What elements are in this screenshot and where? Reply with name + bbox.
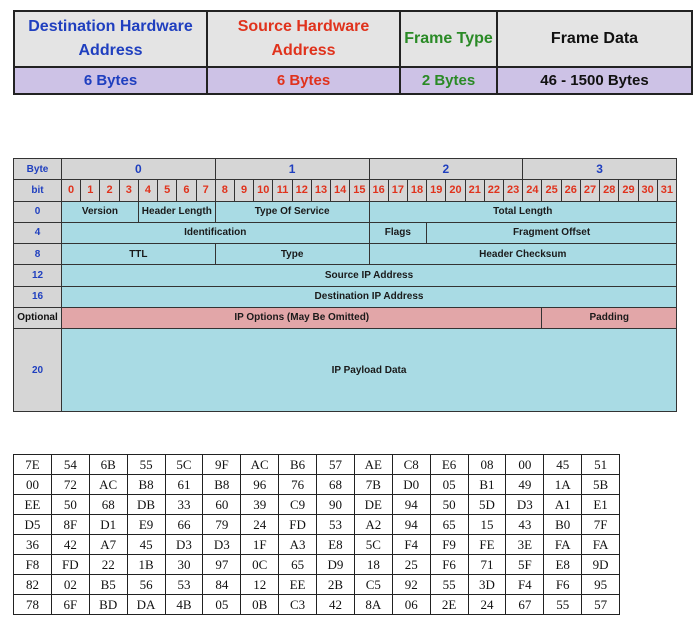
- hex-byte-cell: 00: [506, 455, 544, 475]
- ip-payload-field: IP Payload Data: [62, 329, 677, 412]
- hex-byte-cell: E8: [317, 535, 355, 555]
- hex-byte-cell: 54: [51, 455, 89, 475]
- hex-byte-cell: DA: [127, 595, 165, 615]
- hex-byte-cell: D5: [14, 515, 52, 535]
- hex-byte-cell: AE: [354, 455, 392, 475]
- bit-number-cell: 1: [81, 180, 100, 201]
- hex-byte-cell: 9D: [582, 555, 620, 575]
- hex-byte-cell: 78: [14, 595, 52, 615]
- hex-byte-cell: 65: [430, 515, 468, 535]
- hex-byte-cell: 1F: [241, 535, 279, 555]
- hex-byte-cell: 61: [165, 475, 203, 495]
- bit-header-row: [14, 180, 677, 201]
- bit-number-cell: 12: [292, 180, 311, 201]
- version-field: Version: [62, 201, 139, 222]
- hex-byte-cell: 25: [392, 555, 430, 575]
- hex-byte-cell: 36: [14, 535, 52, 555]
- hex-byte-cell: 55: [127, 455, 165, 475]
- identification-field: Identification: [62, 222, 370, 243]
- hex-byte-cell: B8: [203, 475, 241, 495]
- hex-byte-cell: 5B: [582, 475, 620, 495]
- frame-source-address-header: Source Hardware Address: [207, 11, 400, 67]
- hex-byte-cell: DE: [354, 495, 392, 515]
- hex-row: [14, 555, 620, 575]
- source-ip-field: Source IP Address: [62, 265, 677, 286]
- bit-number-cell: 30: [638, 180, 657, 201]
- hex-byte-cell: F4: [506, 575, 544, 595]
- ip-row-4: [14, 222, 677, 243]
- hex-byte-cell: D9: [317, 555, 355, 575]
- hex-byte-cell: DB: [127, 495, 165, 515]
- hex-byte-cell: 7B: [354, 475, 392, 495]
- ip-row-0: [14, 201, 677, 222]
- bit-number-cell: 22: [484, 180, 503, 201]
- hex-byte-cell: 57: [582, 595, 620, 615]
- hex-byte-cell: E8: [544, 555, 582, 575]
- hex-byte-cell: 96: [241, 475, 279, 495]
- hex-byte-cell: BD: [89, 595, 127, 615]
- hex-byte-cell: AC: [241, 455, 279, 475]
- hex-byte-cell: 5C: [165, 455, 203, 475]
- hex-byte-cell: 72: [51, 475, 89, 495]
- hex-byte-cell: F6: [430, 555, 468, 575]
- ttl-field: TTL: [62, 244, 216, 265]
- hex-byte-cell: E9: [127, 515, 165, 535]
- hex-byte-cell: 7F: [582, 515, 620, 535]
- hex-byte-cell: FE: [468, 535, 506, 555]
- hex-byte-cell: D0: [392, 475, 430, 495]
- hex-byte-cell: 43: [506, 515, 544, 535]
- bit-number-cell: 14: [331, 180, 350, 201]
- hex-byte-cell: 24: [468, 595, 506, 615]
- hex-byte-cell: 94: [392, 515, 430, 535]
- hex-byte-cell: FD: [279, 515, 317, 535]
- hex-byte-cell: FD: [51, 555, 89, 575]
- bit-number-cell: 10: [254, 180, 273, 201]
- hex-byte-cell: 5D: [468, 495, 506, 515]
- hex-byte-cell: D3: [165, 535, 203, 555]
- hex-byte-cell: 05: [203, 595, 241, 615]
- hex-byte-cell: 45: [544, 455, 582, 475]
- hex-byte-cell: FA: [582, 535, 620, 555]
- hex-byte-cell: 06: [392, 595, 430, 615]
- hex-byte-cell: 1B: [127, 555, 165, 575]
- bit-number-cell: 18: [407, 180, 426, 201]
- hex-byte-cell: D3: [203, 535, 241, 555]
- hex-byte-cell: 24: [241, 515, 279, 535]
- frame-dest-address-header: Destination Hardware Address: [14, 11, 207, 67]
- hex-byte-cell: 45: [127, 535, 165, 555]
- bit-number-cell: 13: [311, 180, 330, 201]
- hex-byte-cell: 90: [317, 495, 355, 515]
- hex-byte-cell: 6B: [89, 455, 127, 475]
- ipv4-header-table: [13, 158, 677, 412]
- hex-byte-cell: 42: [51, 535, 89, 555]
- type-field: Type: [215, 244, 369, 265]
- bit-number-cell: 11: [273, 180, 292, 201]
- hex-byte-cell: 57: [317, 455, 355, 475]
- hex-byte-cell: 53: [317, 515, 355, 535]
- hex-byte-cell: B8: [127, 475, 165, 495]
- hex-byte-cell: A2: [354, 515, 392, 535]
- row-offset-label: 8: [14, 244, 62, 265]
- hex-byte-cell: 79: [203, 515, 241, 535]
- ethernet-frame-table: [13, 10, 693, 95]
- frame-type-header: Frame Type: [400, 11, 497, 67]
- hex-row: [14, 455, 620, 475]
- bit-number-cell: 8: [215, 180, 234, 201]
- frame-type-size: 2 Bytes: [400, 67, 497, 94]
- bit-number-cell: 28: [600, 180, 619, 201]
- hex-byte-cell: A7: [89, 535, 127, 555]
- hex-byte-cell: E1: [582, 495, 620, 515]
- hex-byte-cell: FA: [544, 535, 582, 555]
- padding-field: Padding: [542, 307, 677, 328]
- destination-ip-field: Destination IP Address: [62, 286, 677, 307]
- hex-byte-cell: 39: [241, 495, 279, 515]
- bit-number-cell: 17: [388, 180, 407, 201]
- row-offset-label: 12: [14, 265, 62, 286]
- hex-byte-cell: 42: [317, 595, 355, 615]
- hex-byte-cell: 67: [506, 595, 544, 615]
- type-of-service-field: Type Of Service: [215, 201, 369, 222]
- bit-number-cell: 20: [446, 180, 465, 201]
- hex-byte-cell: 95: [582, 575, 620, 595]
- frame-source-address-size: 6 Bytes: [207, 67, 400, 94]
- frame-header-row: [14, 11, 692, 67]
- header-checksum-field: Header Checksum: [369, 244, 677, 265]
- hex-byte-cell: C5: [354, 575, 392, 595]
- byte-label: Byte: [14, 159, 62, 180]
- row-offset-label: 20: [14, 329, 62, 412]
- hex-byte-cell: 60: [203, 495, 241, 515]
- hex-byte-cell: 8F: [51, 515, 89, 535]
- frame-size-row: [14, 67, 692, 94]
- hex-byte-cell: 56: [127, 575, 165, 595]
- ip-options-field: IP Options (May Be Omitted): [62, 307, 542, 328]
- hex-byte-cell: B5: [89, 575, 127, 595]
- row-offset-label: Optional: [14, 307, 62, 328]
- bit-number-cell: 27: [580, 180, 599, 201]
- hex-byte-cell: 2B: [317, 575, 355, 595]
- bit-number-cell: 3: [119, 180, 138, 201]
- hex-row: [14, 515, 620, 535]
- bit-number-cell: 2: [100, 180, 119, 201]
- row-offset-label: 4: [14, 222, 62, 243]
- bit-number-cell: 16: [369, 180, 388, 201]
- hex-byte-cell: 55: [430, 575, 468, 595]
- hex-byte-cell: 30: [165, 555, 203, 575]
- hex-byte-cell: 53: [165, 575, 203, 595]
- bit-number-cell: 26: [561, 180, 580, 201]
- hex-byte-cell: 84: [203, 575, 241, 595]
- hex-byte-cell: 66: [165, 515, 203, 535]
- bit-number-cell: 31: [657, 180, 676, 201]
- hex-byte-cell: C3: [279, 595, 317, 615]
- hex-byte-cell: 55: [544, 595, 582, 615]
- hex-byte-cell: B1: [468, 475, 506, 495]
- bit-label: bit: [14, 180, 62, 201]
- hex-byte-cell: D1: [89, 515, 127, 535]
- byte-2-header: 2: [369, 159, 523, 180]
- hex-byte-cell: 65: [279, 555, 317, 575]
- hex-byte-cell: 76: [279, 475, 317, 495]
- row-offset-label: 0: [14, 201, 62, 222]
- bit-number-cell: 23: [504, 180, 523, 201]
- byte-header-row: [14, 159, 677, 180]
- hex-row: [14, 495, 620, 515]
- hex-byte-cell: 8A: [354, 595, 392, 615]
- ip-row-20: [14, 329, 677, 412]
- hex-byte-cell: C8: [392, 455, 430, 475]
- hex-byte-cell: 2E: [430, 595, 468, 615]
- hex-byte-cell: B6: [279, 455, 317, 475]
- ip-row-8: [14, 244, 677, 265]
- bit-number-cell: 19: [427, 180, 446, 201]
- hex-byte-cell: 4B: [165, 595, 203, 615]
- hex-byte-cell: 92: [392, 575, 430, 595]
- hex-byte-cell: EE: [279, 575, 317, 595]
- hex-byte-cell: 33: [165, 495, 203, 515]
- hex-byte-cell: F4: [392, 535, 430, 555]
- hex-byte-cell: F8: [14, 555, 52, 575]
- hex-byte-cell: B0: [544, 515, 582, 535]
- hex-byte-cell: 68: [89, 495, 127, 515]
- bit-number-cell: 4: [138, 180, 157, 201]
- hex-byte-cell: 3E: [506, 535, 544, 555]
- hex-byte-cell: 68: [317, 475, 355, 495]
- hex-dump-table: [13, 454, 620, 615]
- hex-byte-cell: 08: [468, 455, 506, 475]
- hex-byte-cell: 5F: [506, 555, 544, 575]
- hex-byte-cell: 71: [468, 555, 506, 575]
- hex-byte-cell: F9: [430, 535, 468, 555]
- hex-byte-cell: F6: [544, 575, 582, 595]
- bit-number-cell: 0: [62, 180, 81, 201]
- hex-byte-cell: 0C: [241, 555, 279, 575]
- hex-byte-cell: 00: [14, 475, 52, 495]
- bit-number-cell: 29: [619, 180, 638, 201]
- hex-byte-cell: 18: [354, 555, 392, 575]
- bit-number-cell: 21: [465, 180, 484, 201]
- hex-byte-cell: 97: [203, 555, 241, 575]
- hex-byte-cell: 05: [430, 475, 468, 495]
- hex-byte-cell: 0B: [241, 595, 279, 615]
- flags-field: Flags: [369, 222, 427, 243]
- byte-1-header: 1: [215, 159, 369, 180]
- byte-3-header: 3: [523, 159, 677, 180]
- ip-row-16: [14, 286, 677, 307]
- hex-row: [14, 475, 620, 495]
- hex-byte-cell: 12: [241, 575, 279, 595]
- header-length-field: Header Length: [138, 201, 215, 222]
- ip-row-12: [14, 265, 677, 286]
- bit-number-cell: 15: [350, 180, 369, 201]
- hex-byte-cell: C9: [279, 495, 317, 515]
- hex-byte-cell: 82: [14, 575, 52, 595]
- hex-byte-cell: 51: [582, 455, 620, 475]
- frame-data-header: Frame Data: [497, 11, 692, 67]
- bit-number-cell: 24: [523, 180, 542, 201]
- total-length-field: Total Length: [369, 201, 677, 222]
- ip-row-optional: [14, 307, 677, 328]
- bit-number-cell: 6: [177, 180, 196, 201]
- hex-byte-cell: 6F: [51, 595, 89, 615]
- hex-byte-cell: 5C: [354, 535, 392, 555]
- hex-row: [14, 595, 620, 615]
- hex-byte-cell: 1A: [544, 475, 582, 495]
- hex-byte-cell: 7E: [14, 455, 52, 475]
- hex-byte-cell: 02: [51, 575, 89, 595]
- hex-byte-cell: A1: [544, 495, 582, 515]
- hex-byte-cell: 3D: [468, 575, 506, 595]
- bit-number-cell: 9: [234, 180, 253, 201]
- bit-number-cell: 7: [196, 180, 215, 201]
- hex-byte-cell: EE: [14, 495, 52, 515]
- hex-byte-cell: D3: [506, 495, 544, 515]
- hex-byte-cell: 22: [89, 555, 127, 575]
- frame-data-size: 46 - 1500 Bytes: [497, 67, 692, 94]
- hex-byte-cell: 50: [51, 495, 89, 515]
- hex-byte-cell: 9F: [203, 455, 241, 475]
- hex-row: [14, 575, 620, 595]
- hex-byte-cell: 94: [392, 495, 430, 515]
- hex-byte-cell: 15: [468, 515, 506, 535]
- row-offset-label: 16: [14, 286, 62, 307]
- hex-byte-cell: A3: [279, 535, 317, 555]
- fragment-offset-field: Fragment Offset: [427, 222, 677, 243]
- hex-row: [14, 535, 620, 555]
- bit-number-cell: 5: [158, 180, 177, 201]
- hex-byte-cell: E6: [430, 455, 468, 475]
- hex-byte-cell: 50: [430, 495, 468, 515]
- byte-0-header: 0: [62, 159, 216, 180]
- frame-dest-address-size: 6 Bytes: [14, 67, 207, 94]
- bit-number-cell: 25: [542, 180, 561, 201]
- hex-byte-cell: 49: [506, 475, 544, 495]
- hex-byte-cell: AC: [89, 475, 127, 495]
